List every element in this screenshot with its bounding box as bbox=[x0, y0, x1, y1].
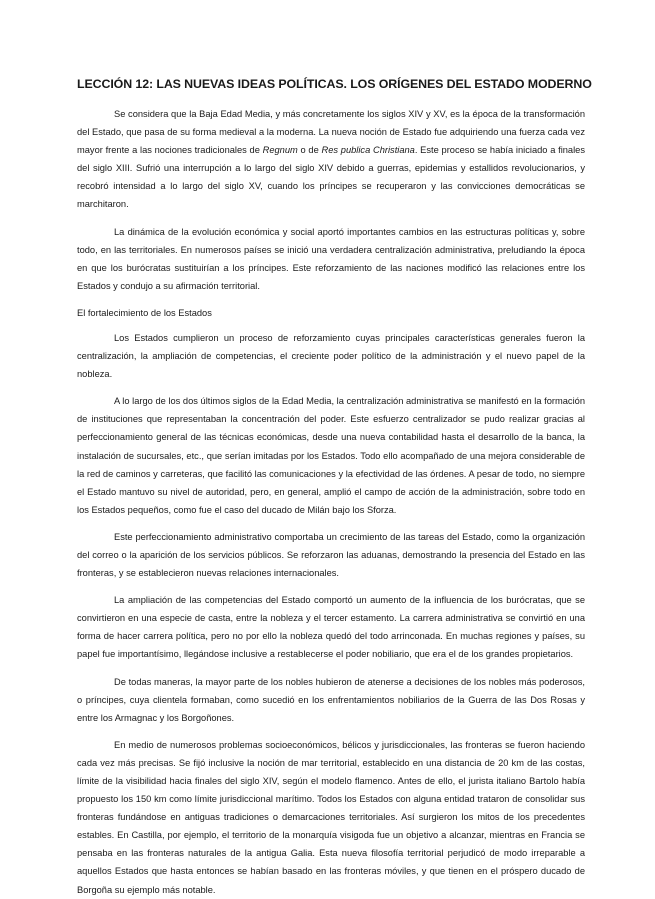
paragraph: Los Estados cumplieron un proceso de reforzamiento cuyas principales características generales fueron la centralización, la ampliación de competencias, el creciente poder político de la administración y el nuevo papel de la nobleza. bbox=[77, 332, 585, 380]
paragraph bbox=[77, 105, 585, 214]
paragraph-text: . Este proceso se había iniciado a finales del siglo XIII. Sufrió una interrupción a lo largo del siglo XIV debido a guerras, epidemias y estallidos revolucionarios, y recobró intensidad a lo largo del siglo XV, cuando los príncipes se recuperaron y las convicciones democráticas se marchitaron. bbox=[77, 145, 585, 210]
paragraph: En medio de numerosos problemas socioeconómicos, bélicos y jurisdiccionales, las fronteras se fueron haciendo cada vez más precisas. Se fijó inclusive la noción de mar territorial, establecido en una distancia de 20 km de las costas, límite de la visibilidad hacia finales del siglo XIV, según el modelo flamenco. Antes de ello, el jurista italiano Bartolo había propuesto los 150 km como límite jurisdiccional marítimo. Todos los Estados con alguna entidad trataron de consolidar sus fronteras fundándose en antiguas tradiciones o demarcaciones territoriales. Así surgieron los mitos de los precedentes estables. En Castilla, por ejemplo, el territorio de la monarquía visigoda fue un objetivo a alcanzar, mientras en Francia se pensaba en las fronteras naturales de la antigua Galia. Esta nueva filosofía territorial perjudicó de modo irreparable a aquellos Estados que hasta entonces se habían basado en las fronteras móviles, y que tienen en el próspero ducado de Borgoña su ejemplo más notable. bbox=[77, 739, 585, 895]
paragraph: De todas maneras, la mayor parte de los nobles hubieron de atenerse a decisiones de los nobles más poderosos, o príncipes, cuya clientela formaban, como sucedió en los enfrentamientos nobiliarios de la Guerra de las Dos Rosas y entre los Armagnac y los Borgoñones. bbox=[77, 676, 585, 723]
paragraph: La dinámica de la evolución económica y social aportó importantes cambios en las estructuras políticas y, sobre todo, en las territoriales. En numerosos países se inició una verdadera centralización administrativa, preludiando la época en que los burócratas sustituirían a los príncipes. Este reforzamiento de las naciones modificó las relaciones entre los Estados y condujo a su afirmación territorial. bbox=[77, 226, 585, 291]
section-heading: El fortalecimiento de los Estados bbox=[77, 307, 212, 318]
paragraph-text: Se considera que la Baja Edad Media, y más concretamente los siglos XIV y XV, es la época de la transformación del Estado, que pasa de su forma medieval a la moderna. La nueva noción de Estado fue adquiriendo una fuerza cada vez mayor frente a las nociones tradicionales de bbox=[77, 109, 585, 156]
italic-term: Regnum bbox=[262, 145, 298, 156]
paragraph: Este perfeccionamiento administrativo comportaba un crecimiento de las tareas del Estado, como la organización del correo o la aparición de los servicios públicos. Se reforzaron las aduanas, demostrando la presencia del Estado en las fronteras, y se establecieron nuevas relaciones internacionales. bbox=[77, 531, 585, 579]
paragraph-text: o de bbox=[297, 145, 322, 156]
italic-term: Res publica Christiana bbox=[321, 145, 415, 156]
page-title: LECCIÓN 12: LAS NUEVAS IDEAS POLÍTICAS. LOS ORÍGENES DEL ESTADO MODERNO bbox=[77, 77, 592, 91]
paragraph: La ampliación de las competencias del Estado comportó un aumento de la influencia de los burócratas, que se convirtieron en una especie de casta, entre la nobleza y el tercer estamento. La carrera administrativa se convirtió en una forma de hacer carrera política, pero no por ello la nobleza quedó del todo arrinconada. En muchas regiones y países, su papel fue importantísimo, llegándose inclusive a restablecerse el poder nobiliario, que era el de los grandes propietarios. bbox=[77, 595, 585, 660]
paragraph: A lo largo de los dos últimos siglos de la Edad Media, la centralización administrativa se manifestó en la formación de instituciones que representaban la concentración del poder. Este esfuerzo centralizador se pudo realizar gracias al perfeccionamiento general de las técnicas económicas, desde una nueva contabilidad hasta el desarrollo de la banca, la instalación de sucursales, etc., que serían imitadas por los Estados. Todo ello acompañado de una mejora considerable de la red de caminos y carreteras, que facilitó las comunicaciones y la efectividad de las órdenes. A pesar de todo, no siempre el Estado mantuvo su nivel de autoridad, pero, en general, amplió el campo de acción de la administración, sobre todo en los Estados pequeños, como fue el caso del ducado de Milán bajo los Sforza. bbox=[77, 396, 585, 515]
